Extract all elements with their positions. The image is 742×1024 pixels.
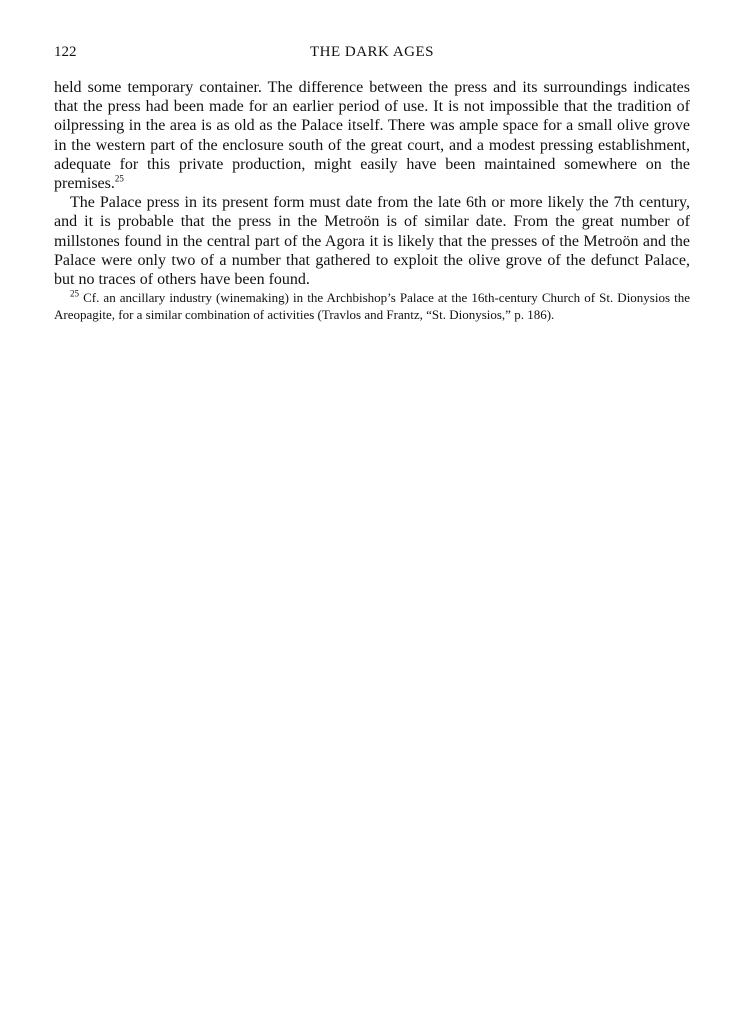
footnote-text: Cf. an ancillary industry (winemaking) in the Archbishop’s Palace at the 16th-century Church of St. Dionysios the Areopagite, for a similar combination of activities (Travlos and Frantz, “St. Dionysios,” p. 186). [54,290,691,322]
running-title: THE DARK AGES [309,44,434,60]
footnote-reference: 25 [114,173,124,184]
footnote [54,289,690,323]
paragraph-text: The Palace press in its present form must date from the late 6th or more likely the 7th century, and it is probable that the press in the Metroön is of similar date. From the great number of millstones found in the central part of the Agora it is likely that the presses of the Metroön and the Palace were only two of a number that gathered to exploit the olive grove of the defunct Palace, but no traces of others have been found. [54,194,690,289]
footnote-number: 25 [70,288,79,299]
footnotes [54,289,690,323]
paragraph [54,193,690,289]
body-text [54,78,690,289]
paragraph-continued [54,78,690,193]
page-number: 122 [54,44,77,60]
running-head [54,44,690,64]
paragraph-text: held some temporary container. The difference between the press and its surroundings indicates that the press had been made for an earlier period of use. It is not impossible that the tradition of oilpressing in the area is as old as the Palace itself. There was ample space for a small olive grove in the western part of the enclosure south of the great court, and a modest pressing establishment, adequate for this private production, might easily have been maintained somewhere on the premises. [54,79,690,193]
